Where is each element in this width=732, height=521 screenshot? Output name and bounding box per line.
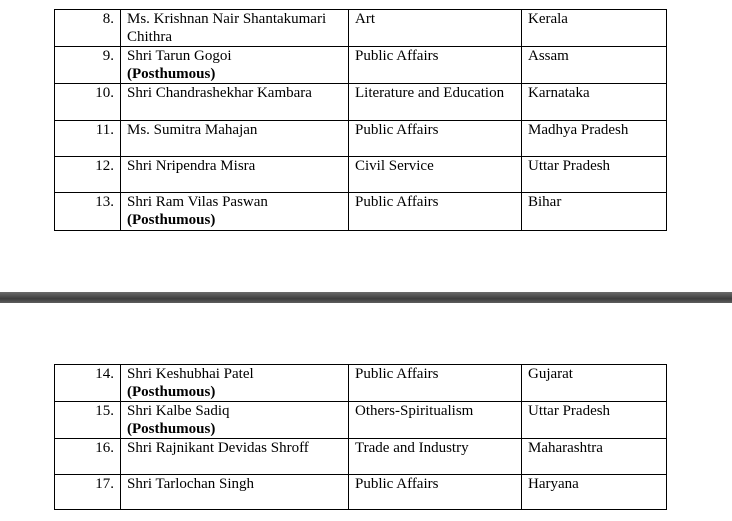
- awardee-name: Ms. Krishnan Nair Shantakumari Chithra: [127, 11, 327, 45]
- state-cell: Assam: [522, 47, 667, 84]
- field-cell: Public Affairs: [349, 47, 522, 84]
- posthumous-note: (Posthumous): [127, 212, 216, 228]
- serial-number: 9.: [55, 47, 121, 84]
- table-row: [55, 121, 667, 157]
- awardees-table-top: [54, 9, 667, 231]
- state-cell: Karnataka: [522, 84, 667, 121]
- awardee-name: Shri Ram Vilas Paswan: [127, 194, 268, 210]
- state-cell: Uttar Pradesh: [522, 402, 667, 439]
- awardee-name-cell: [121, 84, 349, 121]
- awardee-name: Shri Chandrashekhar Kambara: [127, 85, 312, 101]
- awardee-name: Shri Tarun Gogoi: [127, 48, 232, 64]
- awardee-name-cell: [121, 193, 349, 231]
- serial-number: 11.: [55, 121, 121, 157]
- page-separator: [0, 292, 732, 303]
- field-cell: Trade and Industry: [349, 439, 522, 475]
- field-cell: Public Affairs: [349, 475, 522, 510]
- state-cell: Bihar: [522, 193, 667, 231]
- table-row: [55, 84, 667, 121]
- state-cell: Madhya Pradesh: [522, 121, 667, 157]
- table-row: [55, 10, 667, 47]
- field-cell: Literature and Education: [349, 84, 522, 121]
- awardee-name: Shri Rajnikant Devidas Shroff: [127, 440, 309, 456]
- awardees-table-bottom: [54, 364, 667, 510]
- serial-number: 12.: [55, 157, 121, 193]
- awardee-name-cell: [121, 439, 349, 475]
- posthumous-note: (Posthumous): [127, 421, 216, 437]
- field-cell: Public Affairs: [349, 121, 522, 157]
- state-cell: Maharashtra: [522, 439, 667, 475]
- serial-number: 16.: [55, 439, 121, 475]
- awardee-name-cell: [121, 10, 349, 47]
- state-cell: Kerala: [522, 10, 667, 47]
- awardee-name: Shri Tarlochan Singh: [127, 476, 254, 492]
- posthumous-note: (Posthumous): [127, 66, 216, 82]
- serial-number: 15.: [55, 402, 121, 439]
- awardee-name: Ms. Sumitra Mahajan: [127, 122, 258, 138]
- table-row: [55, 439, 667, 475]
- awardee-name-cell: [121, 475, 349, 510]
- awardee-name-cell: [121, 157, 349, 193]
- field-cell: Civil Service: [349, 157, 522, 193]
- awardee-name-cell: [121, 402, 349, 439]
- table-row: [55, 193, 667, 231]
- table-row: [55, 157, 667, 193]
- field-cell: Public Affairs: [349, 193, 522, 231]
- field-cell: Others-Spiritualism: [349, 402, 522, 439]
- awardee-name-cell: [121, 47, 349, 84]
- table-row: [55, 47, 667, 84]
- awardee-name: Shri Keshubhai Patel: [127, 366, 254, 382]
- serial-number: 13.: [55, 193, 121, 231]
- serial-number: 14.: [55, 365, 121, 402]
- posthumous-note: (Posthumous): [127, 384, 216, 400]
- field-cell: Art: [349, 10, 522, 47]
- state-cell: Gujarat: [522, 365, 667, 402]
- field-cell: Public Affairs: [349, 365, 522, 402]
- awardee-name: Shri Kalbe Sadiq: [127, 403, 230, 419]
- serial-number: 8.: [55, 10, 121, 47]
- table-row: [55, 475, 667, 510]
- awardee-name: Shri Nripendra Misra: [127, 158, 256, 174]
- table-row: [55, 402, 667, 439]
- awardee-name-cell: [121, 365, 349, 402]
- serial-number: 10.: [55, 84, 121, 121]
- table-row: [55, 365, 667, 402]
- serial-number: 17.: [55, 475, 121, 510]
- state-cell: Uttar Pradesh: [522, 157, 667, 193]
- state-cell: Haryana: [522, 475, 667, 510]
- awardee-name-cell: [121, 121, 349, 157]
